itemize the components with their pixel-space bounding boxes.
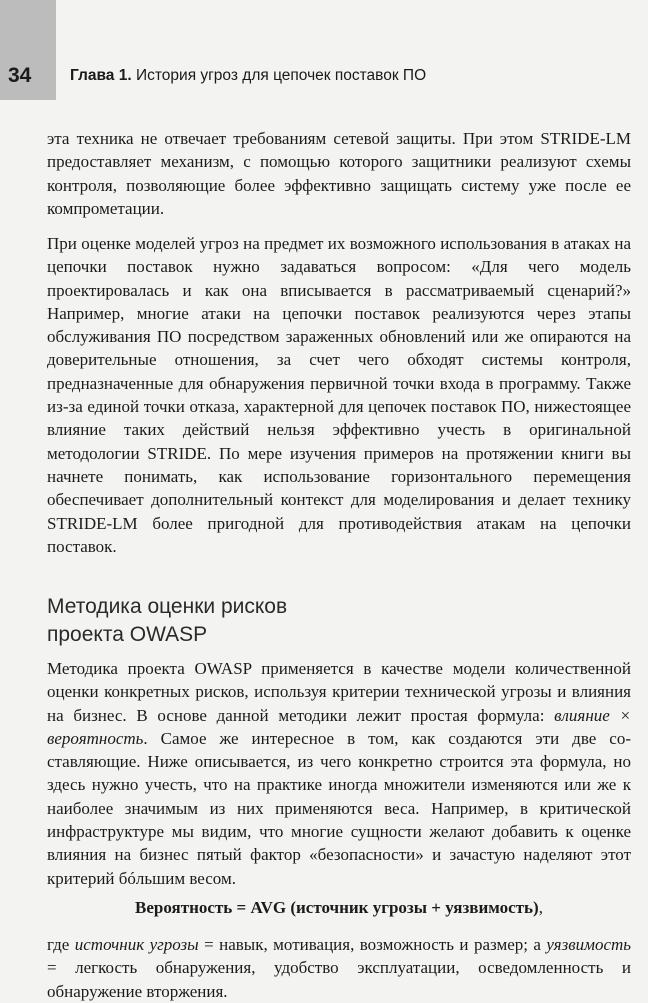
paragraph-4: [47, 933, 631, 1003]
chapter-label: Глава 1.: [70, 67, 132, 84]
section-heading: [47, 593, 607, 649]
paragraph-3-text-before: Методика проекта OWASP применяется в качестве модели количественной оценки конкретных рисков, используя критерии технической угрозы и влияния на бизнес. В основе данной методики лежит простая формула:: [47, 659, 631, 725]
section-heading-line-1: Методика оценки рисков: [47, 595, 288, 618]
paragraph-3: [47, 657, 631, 890]
paragraph-2: При оценке моделей угроз на предмет их возможного использования в атаках на цепочки поставок нужно задаваться вопросом: «Для чего модель проектировалась и как она вписывается в рассматриваемый сценарий?» Например, многие атаки на цепочки поставок реализуются через этапы обслуживания ПО посредством зараженных обновлений или же опираются на доверительные отношения, за счет чего обходят системы контроля, предназначенные для обнаружения первичной точки входа в программу. Также из-за единой точки отказа, характерной для цепочек поставок ПО, нижестоящее влияние таких действий нельзя эффективно учесть в оригинальной методологии STRIDE. По мере изучения примеров на протяжении книги вы начнете понимать, как использование горизонтального перемещения обеспечивает дополнительный контекст для моделирования и делает технику STRIDE-LM более пригодной для противодействия атакам на цепочки поставок.: [47, 234, 631, 556]
term-vulnerability: уязвимость: [546, 935, 632, 954]
likelihood-formula: [47, 896, 631, 920]
formula-trailing-comma: ,: [538, 898, 543, 917]
page-number: 34: [8, 64, 32, 87]
section-heading-line-2: проекта OWASP: [47, 623, 208, 646]
paragraph-4-part-3: = навык, мотивация, возможность и размер; а: [198, 935, 547, 954]
inline-formula: влияние × вероятность: [47, 705, 631, 748]
chapter-title: История угроз для цепочек поставок ПО: [135, 67, 427, 84]
paragraph-4-part-5: = легкость обнаружения, удобство эксплуатации, осведомленность и обнаружение вторжения.: [47, 958, 631, 1001]
paragraph-1: эта техника не отвечает требованиям сетевой защиты. При этом STRIDE-LM предоставляет механизм, с помощью которого защитники реализуют схемы контроля, позволяющие более эффективно защищать систему уже после ее компрометации.: [47, 129, 631, 218]
term-threat-source: источник угрозы: [74, 935, 199, 954]
paragraph-4-part-1: где: [47, 935, 75, 954]
running-head: [70, 67, 426, 85]
formula-text: Вероятность = AVG (источник угрозы + уязвимость): [135, 898, 539, 917]
paragraph-3-text-after: . Самое же интересное в том, как создаются эти две составляющие. Ниже описывается, из чего конкретно строится эта формула, но здесь нужно учесть, что на практике иногда множители изменяются или же к наиболее значимым из них применяются веса. Например, в критической инфраструктуре мы видим, что многие сущности желают добавить к оценке влияния на бизнес пятый фактор «безопасности» и зачастую наделяют этот критерий бóльшим весом.: [47, 728, 631, 888]
